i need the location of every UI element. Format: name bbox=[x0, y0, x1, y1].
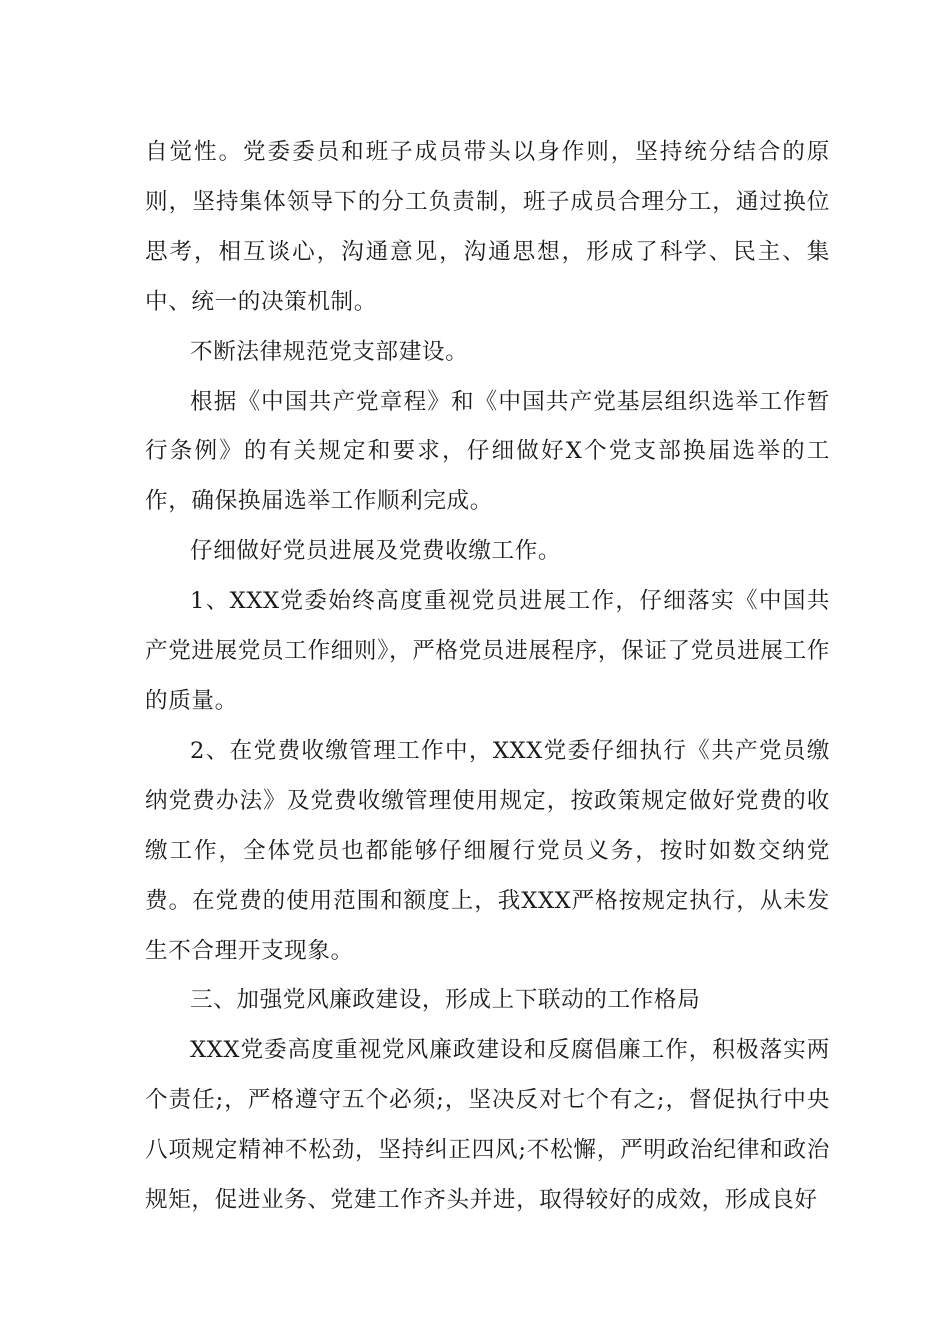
paragraph-2: 不断法律规范党支部建设。 bbox=[190, 338, 469, 365]
paragraph-1: 自觉性。党委委员和班子成员带头以身作则，坚持统分结合的原则，坚持集体领导下的分工负责制，班子成员合理分工，通过换位思考，相互谈心，沟通意见，沟通思想，形成了科学、民主、集中、统一的决策机制。 bbox=[145, 139, 830, 315]
paragraph-6: 2、在党费收缴管理工作中，XXX党委仔细执行《共产党员缴纳党费办法》及党费收缴管理使用规定，按政策规定做好党费的收缴工作，全体党员也都能够仔细履行党员义务，按时如数交纳党费。在党费的使用范围和额度上，我XXX严格按规定执行，从未发生不合理开支现象。 bbox=[145, 737, 830, 964]
document-body bbox=[145, 128, 830, 1226]
paragraph-8: XXX党委高度重视党风廉政建设和反腐倡廉工作，积极落实两个责任;，严格遵守五个必须;，坚决反对七个有之;，督促执行中央八项规定精神不松劲，坚持纠正四风;不松懈，严明政治纪律和政治规矩，促进业务、党建工作齐头并进，取得较好的成效，形成良好 bbox=[145, 1037, 830, 1214]
paragraph-4: 仔细做好党员进展及党费收缴工作。 bbox=[190, 538, 562, 565]
paragraph-5: 1、XXX党委始终高度重视党员进展工作，仔细落实《中国共产党进展党员工作细则》，严格党员进展程序，保证了党员进展工作的质量。 bbox=[145, 588, 830, 714]
paragraph-3: 根据《中国共产党章程》和《中国共产党基层组织选举工作暂行条例》的有关规定和要求，仔细做好X个党支部换届选举的工作，确保换届选举工作顺利完成。 bbox=[145, 388, 830, 515]
section-heading-3: 三、加强党风廉政建设，形成上下联动的工作格局 bbox=[190, 987, 701, 1014]
